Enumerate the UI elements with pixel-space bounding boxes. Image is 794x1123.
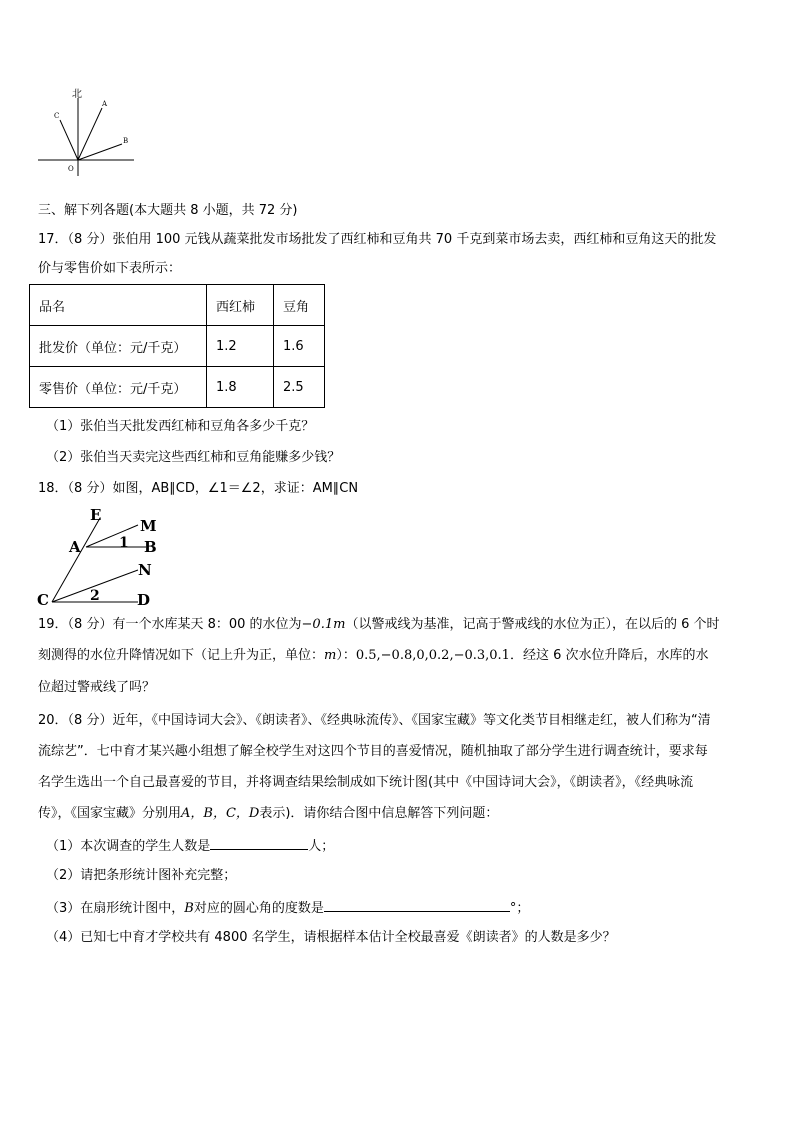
point-e-label: E xyxy=(90,506,102,524)
q20-subquestion-3 xyxy=(46,899,529,917)
point-b-label: B xyxy=(123,137,129,145)
q20-s1-text-a: （1）本次调查的学生人数是 xyxy=(46,839,211,854)
q20-subquestion-1 xyxy=(46,837,334,855)
table-cell: 批发价（单位：元/千克） xyxy=(30,326,207,367)
table-header-row xyxy=(30,285,325,326)
q18-text: 18．（8 分）如图，AB∥CD，∠1＝∠2，求证：AM∥CN xyxy=(38,481,359,496)
q19-text-c: 刻测得的水位升降情况如下（记上升为正，单位： xyxy=(38,648,325,663)
q20-text-a: 传》，《国家宝藏》分别用 xyxy=(38,806,182,821)
q17-text-line2: 价与零售价如下表所示： xyxy=(38,261,182,276)
q19-text-a: 19．（8 分）有一个水库某天 8：00 的水位为 xyxy=(38,617,302,632)
q20-text-b: 表示)．请你结合图中信息解答下列问题： xyxy=(259,806,499,821)
q20-s3-text-a: （3）在扇形统计图中， xyxy=(46,901,185,916)
q20-s3-text-b: 对应的圆心角的度数是 xyxy=(193,901,324,916)
table-row xyxy=(30,367,325,408)
q20-s1-text-b: 人； xyxy=(308,839,335,854)
parallel-lines-figure xyxy=(34,504,164,610)
point-o-label: O xyxy=(68,165,74,173)
table-cell: 2.5 xyxy=(274,367,325,408)
q17-text-line1: 17．（8 分）张伯用 100 元钱从蔬菜批发市场批发了西红柿和豆角共 70 千克到菜市场去卖，西红柿和豆角这天的批发 xyxy=(38,232,717,247)
q17-subquestion-1: （1）张伯当天批发西红柿和豆角各多少千克？ xyxy=(46,419,315,434)
point-c-label: C xyxy=(54,112,60,120)
q20-line4 xyxy=(38,806,498,822)
table-header-cell: 西红柿 xyxy=(207,285,274,326)
table-cell: 1.8 xyxy=(207,367,274,408)
q20-line3: 名学生选出一个自己最喜爱的节目，并将调查结果绘制成如下统计图(其中《中国诗词大会》，《朗读者》，《经典咏流 xyxy=(38,775,694,790)
q20-s3-text-c: °； xyxy=(509,901,530,916)
section-heading: 三、解下列各题(本大题共 8 小题，共 72 分) xyxy=(38,203,298,218)
q19-line3: 位超过警戒线了吗？ xyxy=(38,680,156,695)
table-row xyxy=(30,326,325,367)
q20-category-letters: A，B，C，D xyxy=(181,806,260,821)
table-cell: 零售价（单位：元/千克） xyxy=(30,367,207,408)
q19-text-e: ．经这 6 次水位升降后，水库的水 xyxy=(509,648,709,663)
point-m-label: M xyxy=(140,517,157,535)
q19-line2 xyxy=(38,648,709,664)
point-n-label: N xyxy=(138,561,152,579)
table-header-cell: 品名 xyxy=(30,285,207,326)
q20-line2: 流综艺”．七中育才某兴趣小组想了解全校学生对这四个节目的喜爱情况，随机抽取了部分学生进行调查统计，要求每 xyxy=(38,744,708,759)
point-a-label: A xyxy=(69,538,81,556)
angle-2-label: 2 xyxy=(90,588,100,604)
table-cell: 1.2 xyxy=(207,326,274,367)
q19-text-b: （以警戒线为基准，记高于警戒线的水位为正），在以后的 6 个时 xyxy=(345,617,720,632)
table-header-cell: 豆角 xyxy=(274,285,325,326)
point-a-label: A xyxy=(102,100,108,108)
answer-blank-3[interactable] xyxy=(324,899,510,912)
angle-1-label: 1 xyxy=(119,535,129,551)
point-d-label: D xyxy=(137,591,151,609)
q19-unit: m xyxy=(324,648,337,663)
q19-values: 0.5,−0.8,0,0.2,−0.3,0.1 xyxy=(355,648,510,663)
answer-blank-1[interactable] xyxy=(210,837,308,850)
q20-line1: 20．（8 分）近年，《中国诗词大会》、《朗读者》、《经典咏流传》、《国家宝藏》等文化类节目相继走红，被人们称为“清 xyxy=(38,713,711,728)
ray-oc xyxy=(60,120,78,160)
point-b-label: B xyxy=(144,538,157,556)
q20-subquestion-4: （4）已知七中育才学校共有 4800 名学生，请根据样本估计全校最喜爱《朗读者》的人数是多少？ xyxy=(46,930,616,945)
q20-s3-letter: B xyxy=(184,901,194,916)
north-label: 北 xyxy=(72,89,82,100)
table-cell: 1.6 xyxy=(274,326,325,367)
q17-subquestion-2: （2）张伯当天卖完这些西红柿和豆角能赚多少钱？ xyxy=(46,450,341,465)
compass-figure xyxy=(30,86,140,176)
q19-text-d: ）： xyxy=(336,648,356,663)
q20-subquestion-2: （2）请把条形统计图补充完整； xyxy=(46,868,237,883)
point-c-label: C xyxy=(37,591,49,609)
price-table xyxy=(29,284,325,408)
q19-line1 xyxy=(38,617,719,633)
q19-initial-level: −0.1m xyxy=(301,617,346,632)
